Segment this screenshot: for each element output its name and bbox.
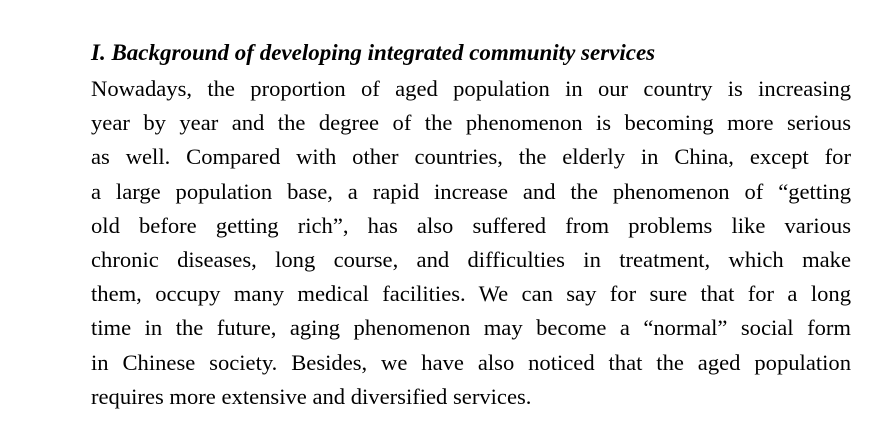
paragraph-line: a large population base, a rapid increase and the phenomenon of “getting <box>91 178 851 204</box>
paragraph-line: requires more extensive and diversified services. <box>91 383 532 409</box>
paragraph-line: Nowadays, the proportion of aged population in our country is increasing <box>91 76 851 101</box>
paragraph-line: year by year and the degree of the phenomenon is becoming more serious <box>91 110 851 136</box>
paragraph-line: as well. Compared with other countries, the elderly in China, except for <box>91 144 851 170</box>
paragraph-line: old before getting rich”, has also suffered from problems like various <box>91 212 851 238</box>
paragraph-line: chronic diseases, long course, and difficulties in treatment, which make <box>91 247 851 273</box>
paragraph-line: in Chinese society. Besides, we have also noticed that the aged population <box>91 349 851 375</box>
document-page <box>91 38 851 414</box>
paragraph-line: time in the future, aging phenomenon may become a “normal” social form <box>91 315 851 341</box>
section-heading: I. Background of developing integrated community services <box>91 40 656 65</box>
section-paragraph <box>91 72 851 414</box>
paragraph-line: them, occupy many medical facilities. We can say for sure that for a long <box>91 281 851 307</box>
